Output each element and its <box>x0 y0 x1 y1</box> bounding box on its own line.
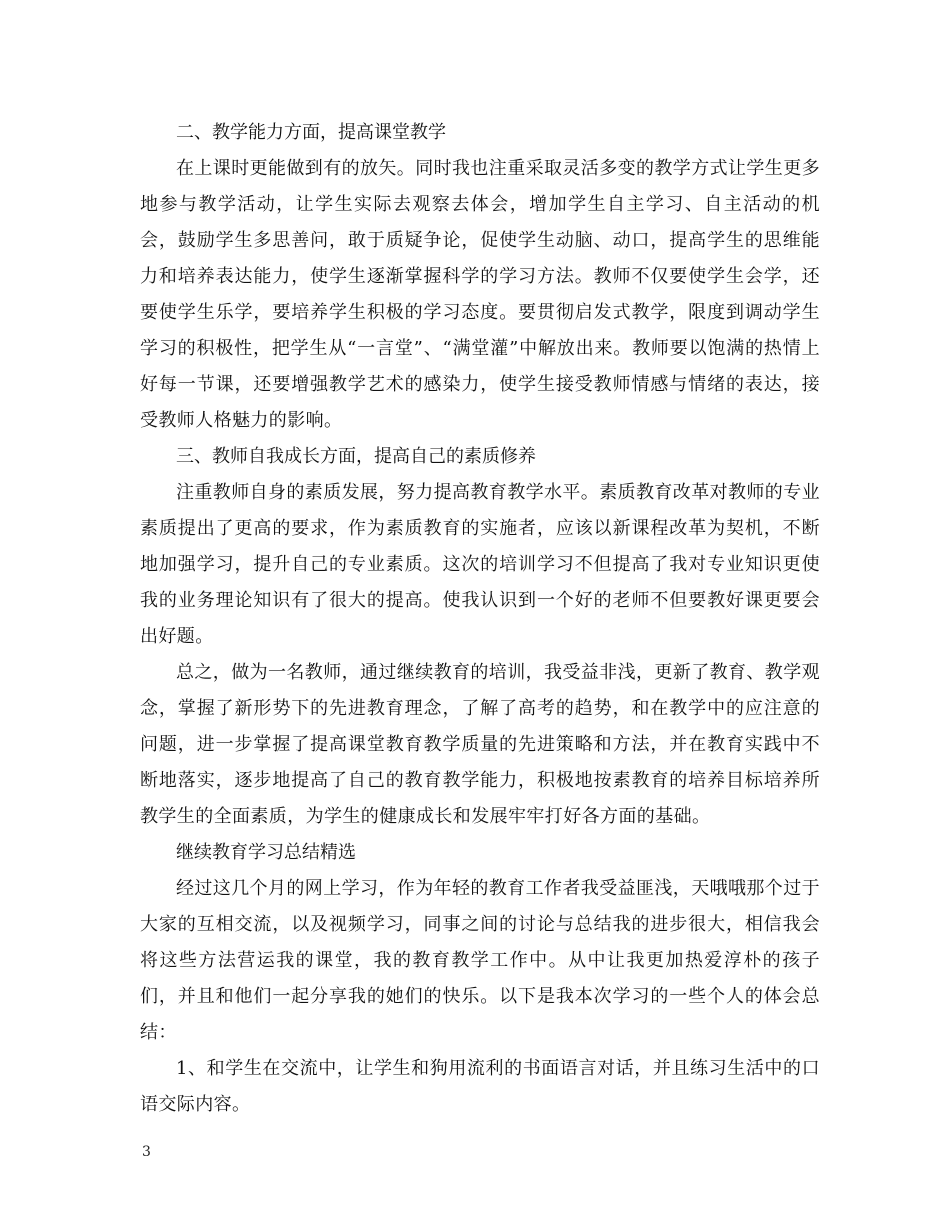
paragraph-summary: 总之，做为一名教师，通过继续教育的培训，我受益非浅，更新了教育、教学观念，掌握了新形势下的先进教育理念，了解了高考的趋势，和在教学中的应注意的问题，进一步掌握了提高课堂教育教学质量的先进策略和方法，并在教育实践中不断地落实，逐步地提高了自己的教育教学能力，积极地按素教育的培养目标培养所教学生的全面素质，为学生的健康成长和发展牢牢打好各方面的基础。 <box>140 662 820 827</box>
paragraph-point-one: 1、和学生在交流中，让学生和狗用流利的书面语言对话，并且练习生活中的口语交际内容。 <box>140 1058 820 1115</box>
page-number: 3 <box>142 1144 151 1160</box>
document-body <box>140 115 820 1123</box>
section-heading-continuing-education: 继续教育学习总结精选 <box>176 842 356 863</box>
paragraph-teaching-methods: 在上课时更能做到有的放矢。同时我也注重采取灵活多变的教学方式让学生更多地参与教学活动，让学生实际去观察去体会，增加学生自主学习、自主活动的机会，鼓励学生多思善问，敢于质疑争论，促使学生动脑、动口，提高学生的思维能力和培养表达能力，使学生逐渐掌握科学的学习方法。教师不仅要使学生会学，还要使学生乐学，要培养学生积极的学习态度。要贯彻启发式教学，限度到调动学生学习的积极性，把学生从“一言堂”、“满堂灌”中解放出来。教师要以饱满的热情上好每一节课，还要增强教学艺术的感染力，使学生接受教师情感与情绪的表达，接受教师人格魅力的影响。 <box>140 158 820 431</box>
section-heading-teaching-ability: 二、教学能力方面，提高课堂教学 <box>176 122 446 143</box>
paragraph-online-study: 经过这几个月的网上学习，作为年轻的教育工作者我受益匪浅，天哦哦那个过于大家的互相交流，以及视频学习，同事之间的讨论与总结我的进步很大，相信我会将这些方法营运我的课堂，我的教育教学工作中。从中让我更加热爱淳朴的孩子们，并且和他们一起分享我的她们的快乐。以下是我本次学习的一些个人的体会总结： <box>140 878 820 1043</box>
section-heading-self-growth: 三、教师自我成长方面，提高自己的素质修养 <box>176 446 536 467</box>
paragraph-professional-quality: 注重教师自身的素质发展，努力提高教育教学水平。素质教育改革对教师的专业素质提出了更高的要求，作为素质教育的实施者，应该以新课程改革为契机，不断地加强学习，提升自己的专业素质。这次的培训学习不但提高了我对专业知识更使我的业务理论知识有了很大的提高。使我认识到一个好的老师不但要教好课更要会出好题。 <box>140 482 820 647</box>
